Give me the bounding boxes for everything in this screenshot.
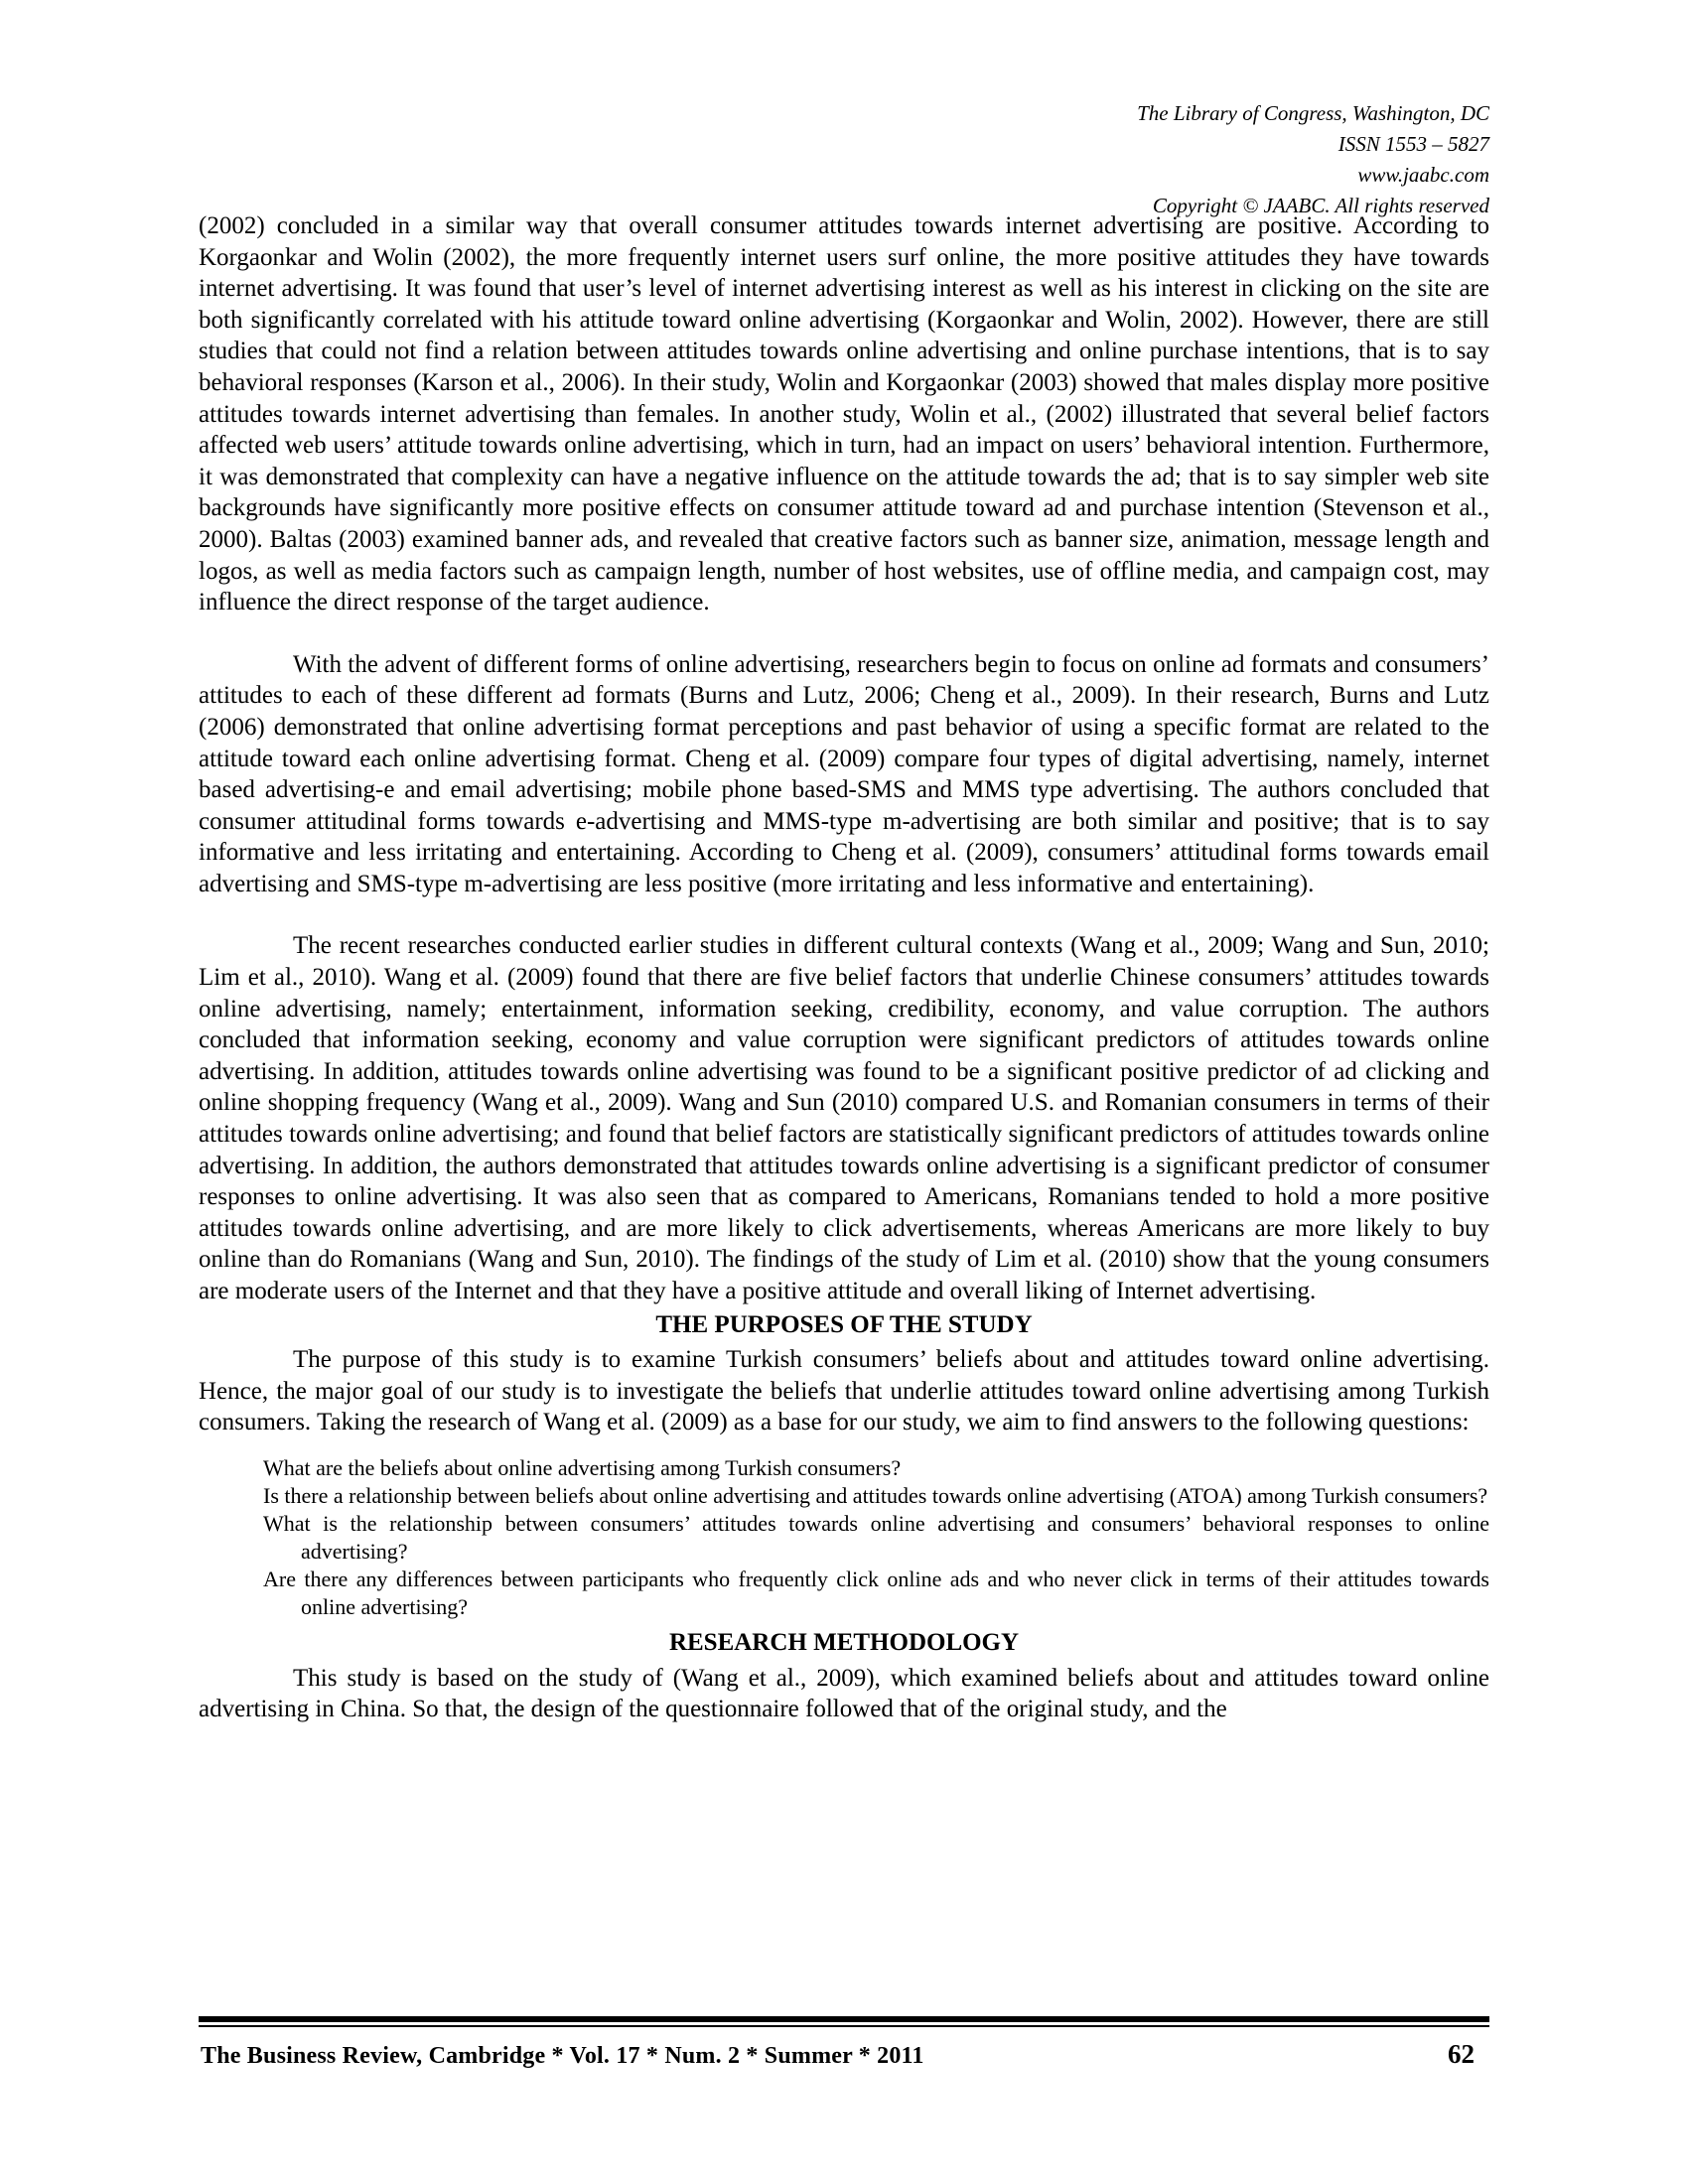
paragraph-3: The recent researches conducted earlier studies in different cultural contexts (Wang et al., 2009; Wang and Sun, 2010; Lim et al., 2010). Wang et al. (2009) found that there are five belief factors that underlie Chinese consumers’ attitudes towards online advertising, namely; entertainment, information seeking, credibility, economy, and value corruption. The authors concluded that information seeking, economy and value corruption were significant predictors of attitudes towards online advertising. In addition, attitudes towards online advertising was found to be a significant positive predictor of ad clicking and online shopping frequency (Wang et al., 2009). Wang and Sun (2010) compared U.S. and Romanian consumers in terms of their attitudes towards online advertising; and found that belief factors are statistically significant predictors of attitudes towards online advertising. In addition, the authors demonstrated that attitudes towards online advertising is a significant predictor of consumer responses to online advertising. It was also seen that as compared to Americans, Romanians tended to hold a more positive attitudes towards online advertising, and are more likely to click advertisements, whereas Americans are more likely to buy online than do Romanians (Wang and Sun, 2010). The findings of the study of Lim et al. (2010) show that the young consumers are moderate users of the Internet and that they have a positive attitude and overall liking of Internet advertising. — [199, 932, 1489, 1304]
header-website: www.jaabc.com — [1357, 163, 1489, 187]
article-body — [199, 210, 1489, 1725]
section-heading-methodology: RESEARCH METHODOLOGY — [668, 1628, 1020, 1656]
header-issn: ISSN 1553 – 5827 — [1337, 132, 1489, 156]
page-number: 62 — [1448, 2039, 1475, 2069]
footer-rule — [199, 2016, 1489, 2022]
footer-rule-thin — [199, 2025, 1489, 2027]
paragraph-1: (2002) concluded in a similar way that overall consumer attitudes towards internet advertising are positive. According to Korgaonkar and Wolin (2002), the more frequently internet users surf online, the more positive attitudes they have towards internet advertising. It was found that user’s level of internet advertising interest as well as his interest in clicking on the site are both significantly correlated with his attitude toward online advertising (Korgaonkar and Wolin, 2002). However, there are still studies that could not find a relation between attitudes towards online advertising and online purchase intentions, that is to say behavioral responses (Karson et al., 2006). In their study, Wolin and Korgaonkar (2003) showed that males display more positive attitudes towards internet advertising than females. In another study, Wolin et al., (2002) illustrated that several belief factors affected web users’ attitude towards online advertising, which in turn, had an impact on users’ behavioral intention. Furthermore, it was demonstrated that complexity can have a negative influence on the attitude towards the ad; that is to say simpler web site backgrounds have significantly more positive effects on consumer attitude toward ad and purchase intention (Stevenson et al., 2000). Baltas (2003) examined banner ads, and revealed that creative factors such as banner size, animation, message length and logos, as well as media factors such as campaign length, number of host websites, use of offline media, and campaign cost, may influence the direct response of the target audience. — [199, 212, 1489, 616]
paragraph-2: With the advent of different forms of online advertising, researchers begin to focus on online ad formats and consumers’ attitudes to each of these different ad formats (Burns and Lutz, 2006; Cheng et al., 2009). In their research, Burns and Lutz (2006) demonstrated that online advertising format perceptions and past behavior of using a specific format are related to the attitude toward each online advertising format. Cheng et al. (2009) compare four types of digital advertising, namely, internet based advertising-e and email advertising; mobile phone based-SMS and MMS type advertising. The authors concluded that consumer attitudinal forms towards e-advertising and MMS-type m-advertising are both similar and positive; that is to say informative and less irritating and entertaining. According to Cheng et al. (2009), consumers’ attitudinal forms towards email advertising and SMS-type m-advertising are less positive (more irritating and less informative and entertaining). — [199, 650, 1489, 897]
running-header — [1137, 98, 1489, 221]
header-library: The Library of Congress, Washington, DC — [1137, 101, 1489, 125]
header-copyright: Copyright © JAABC. All rights reserved — [1152, 194, 1489, 217]
paragraph-5: This study is based on the study of (Wang et al., 2009), which examined beliefs about and attitudes toward online advertising in China. So that, the design of the questionnaire followed that of the original study, and the — [199, 1664, 1489, 1723]
research-question-2: Is there a relationship between beliefs about online advertising and attitudes towards online advertising (ATOA) among Turkish consumers? — [263, 1482, 1488, 1508]
section-heading-purposes: THE PURPOSES OF THE STUDY — [655, 1310, 1033, 1338]
research-question-3: What is the relationship between consumers’ attitudes towards online advertising and consumers’ behavioral responses to online advertising? — [263, 1510, 1489, 1564]
research-question-4: Are there any differences between participants who frequently click online ads and who never click in terms of their attitudes towards online advertising? — [263, 1566, 1489, 1619]
research-question-1: What are the beliefs about online advertising among Turkish consumers? — [263, 1454, 902, 1480]
footer-journal: The Business Review, Cambridge * Vol. 17 * Num. 2 * Summer * 2011 — [201, 2043, 924, 2069]
research-questions-list — [199, 1454, 1489, 1621]
paragraph-4: The purpose of this study is to examine Turkish consumers’ beliefs about and attitudes toward online advertising. Hence, the major goal of our study is to investigate the beliefs that underlie attitudes toward online advertising among Turkish consumers. Taking the research of Wang et al. (2009) as a base for our study, we aim to find answers to the following questions: — [199, 1346, 1489, 1436]
